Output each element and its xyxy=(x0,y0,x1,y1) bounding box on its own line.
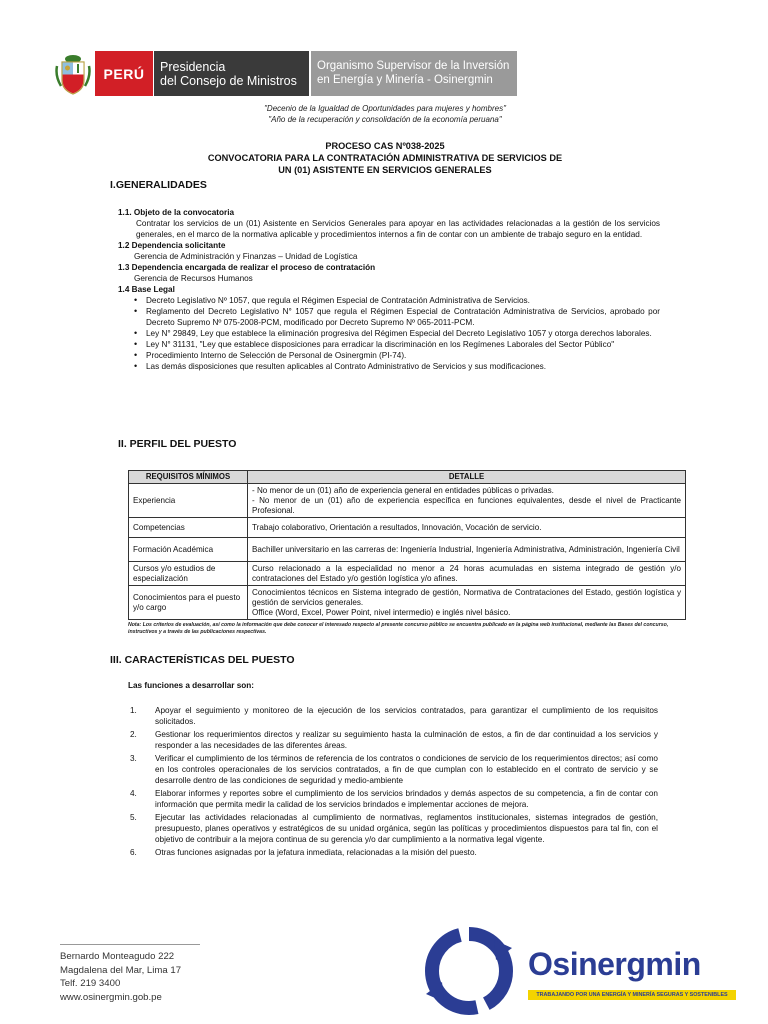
item-number: 5. xyxy=(130,813,137,822)
s14-title: 1.4 Base Legal xyxy=(118,285,175,294)
list-item xyxy=(130,788,658,810)
section3-heading: III. CARACTERÍSTICAS DEL PUESTO xyxy=(110,654,295,666)
item-number: 6. xyxy=(130,848,137,857)
item-text: Verificar el cumplimiento de los términos de referencia de los contratos o condiciones de servicio de los requerimientos directos; así como en los controles operacionales de los servicios contratados, a fin de que cumplan con lo establecido en el contrato de servicio y se desarrolle dentro de las condiciones de seguridad y medio-ambiente xyxy=(155,754,658,785)
base-legal-list xyxy=(134,295,660,372)
footer-line3: Telf. 219 3400 xyxy=(60,978,121,989)
item-number: 3. xyxy=(130,754,137,763)
decenio-line2: "Año de la recuperación y consolidación de la economía peruana" xyxy=(268,115,502,124)
list-item: • Reglamento del Decreto Legislativo N° 1057 que regula el Régimen Especial de Contratación Administrativa de Servicios, aprobado por Decreto Supremo Nº 075-2008-PCM, modificado por Decreto Supremo Nº 065-2011-PCM. xyxy=(134,306,660,328)
s12-text: Gerencia de Administración y Finanzas – Unidad de Logística xyxy=(134,252,358,261)
osinergmin-logo-icon xyxy=(424,926,514,1016)
osi-line1: Organismo Supervisor de la Inversión xyxy=(317,60,510,72)
osinergmin-wordmark: Osinergmin xyxy=(528,946,701,982)
perfil-table xyxy=(128,470,686,620)
section1-body xyxy=(118,207,660,372)
detail-line: Office (Word, Excel, Power Point, nivel intermedio) e inglés nivel básico. xyxy=(252,607,511,617)
detail-cell: Trabajo colaborativo, Orientación a resultados, Innovación, Vocación de servicio. xyxy=(248,518,686,538)
osinergmin-header-label xyxy=(311,51,517,96)
detail-cell xyxy=(248,484,686,518)
footer-address xyxy=(60,950,181,1004)
list-item: • Decreto Legislativo Nº 1057, que regula el Régimen Especial de Contratación Administrativa de Servicios. xyxy=(134,295,660,306)
item-text: Gestionar los requerimientos directos y realizar su seguimiento hasta la culminación de estos, a fin de dar continuidad a los servicios y responder a las necesidades de las diferentes áreas. xyxy=(155,730,658,750)
list-item: • Ley N° 29849, Ley que establece la eliminación progresiva del Régimen Especial del Decreto Legislativo 1057 y otorga derechos laborales. xyxy=(134,328,660,339)
peru-label: PERÚ xyxy=(95,51,153,96)
title-line2: CONVOCATORIA PARA LA CONTRATACIÓN ADMINISTRATIVA DE SERVICIOS DE xyxy=(207,153,563,163)
col-requisitos: REQUISITOS MÍNIMOS xyxy=(129,471,248,484)
footer-divider xyxy=(60,944,200,945)
req-cell: Cursos y/o estudios de especialización xyxy=(129,562,248,586)
footer-website-link[interactable]: www.osinergmin.gob.pe xyxy=(60,991,162,1003)
table-row xyxy=(129,538,686,562)
decenio-line1: "Decenio de la Igualdad de Oportunidades para mujeres y hombres" xyxy=(264,104,506,113)
item-number: 4. xyxy=(130,789,137,798)
pcm-line2: del Consejo de Ministros xyxy=(160,73,297,88)
req-cell: Conocimientos para el puesto y/o cargo xyxy=(129,586,248,620)
list-item: • Las demás disposiciones que resulten aplicables al Contrato Administrativo de Servicios y sus modificaciones. xyxy=(134,361,660,372)
table-header-row xyxy=(129,471,686,484)
req-cell: Formación Académica xyxy=(129,538,248,562)
table-row xyxy=(129,562,686,586)
req-cell: Experiencia xyxy=(129,484,248,518)
document-title xyxy=(130,140,640,176)
section2-heading: II. PERFIL DEL PUESTO xyxy=(118,438,237,450)
req-cell: Competencias xyxy=(129,518,248,538)
list-item xyxy=(130,812,658,845)
list-item xyxy=(130,753,658,786)
col-detalle: DETALLE xyxy=(248,471,686,484)
list-item: • Ley N° 31131, "Ley que establece disposiciones para erradicar la discriminación en los Regímenes Laborales del Sector Público" xyxy=(134,339,660,350)
table-note: Nota: Los criterios de evaluación, así como la información que debe conocer el interesado respecto al presente concurso público se encuentra publicado en la página web institucional, mediante las Bases del concurso, instructivos y a través de las publicaciones respectivas. xyxy=(128,622,669,635)
title-line1: PROCESO CAS Nº038-2025 xyxy=(325,141,445,151)
item-text: Apoyar el seguimiento y monitoreo de la ejecución de los servicios contratados, para garantizar el cumplimiento de los requisitos solicitados. xyxy=(155,706,658,726)
s12-title: 1.2 Dependencia solicitante xyxy=(118,241,226,250)
pcm-line1: Presidencia xyxy=(160,59,226,74)
functions-intro: Las funciones a desarrollar son: xyxy=(128,681,255,690)
detail-line: Conocimientos técnicos en Sistema integrado de gestión, Normativa de Contrataciones del Estado, gestión logística y gestión de servicios generales. xyxy=(252,587,681,607)
footer-line1: Bernardo Monteagudo 222 xyxy=(60,951,175,962)
item-text: Elaborar informes y reportes sobre el cumplimiento de los servicios brindados y demás aspectos de su competencia, a fin de contar con información que permita medir la calidad de los servicios brindados e implementar acciones de mejora. xyxy=(155,789,658,809)
table-row xyxy=(129,586,686,620)
item-text: Otras funciones asignadas por la jefatura inmediata, relacionadas a la misión del puesto. xyxy=(155,848,477,857)
list-item: • Procedimiento Interno de Selección de Personal de Osinergmin (PI-74). xyxy=(134,350,660,361)
osi-line2: en Energía y Minería - Osinergmin xyxy=(317,73,493,86)
item-text: Ejecutar las actividades relacionadas al cumplimiento de normativas, reglamentos institucionales, sistemas integrados de gestión, presupuesto, planes operativos y estratégicos de su unidad orgánica, según las políticas y procedimientos dispuestos para tal fin, con el objetivo de contribuir a la mejora continua de su gerencia y/o dar cumplimiento a la normativa legal vigente. xyxy=(155,813,658,844)
decenio-text xyxy=(150,103,620,125)
detail-cell xyxy=(248,586,686,620)
detail-cell: Curso relacionado a la especialidad no menor a 24 horas acumuladas en sistema integrado de gestión y/o contrataciones del Estado y/o gestión logística y/o afines. xyxy=(248,562,686,586)
section1-heading: I.GENERALIDADES xyxy=(110,179,207,191)
s11-title: 1.1. Objeto de la convocatoria xyxy=(118,208,235,217)
pcm-label xyxy=(154,51,309,96)
peru-coat-of-arms-icon xyxy=(55,52,91,96)
title-line3: UN (01) ASISTENTE EN SERVICIOS GENERALES xyxy=(278,165,492,175)
detail-cell: Bachiller universitario en las carreras de: Ingeniería Industrial, Ingeniería Administrativa, Administración, Ingeniería Civil xyxy=(248,538,686,562)
s13-title: 1.3 Dependencia encargada de realizar el proceso de contratación xyxy=(118,263,376,272)
functions-list xyxy=(130,705,658,858)
list-item xyxy=(130,729,658,751)
s13-text: Gerencia de Recursos Humanos xyxy=(134,274,253,283)
table-row xyxy=(129,518,686,538)
detail-line: - No menor de un (01) año de experiencia general en entidades públicas o privadas. xyxy=(252,485,554,495)
table-row xyxy=(129,484,686,518)
list-item xyxy=(130,847,658,858)
s11-text: Contratar los servicios de un (01) Asistente en Servicios Generales para apoyar en las actividades relacionadas a la gestión de los servicios generales, en el marco de la normativa aplicable y procedimientos internos a fin de contar con un ambiente de trabajo seguro en la entidad. xyxy=(136,219,660,239)
item-number: 2. xyxy=(130,730,137,739)
osinergmin-tagline: TRABAJANDO POR UNA ENERGÍA Y MINERÍA SEGURAS Y SOSTENIBLES xyxy=(528,990,736,1000)
footer-line2: Magdalena del Mar, Lima 17 xyxy=(60,964,182,976)
list-item xyxy=(130,705,658,727)
detail-line: - No menor de un (01) año de experiencia específica en funciones equivalentes, desde el nivel de Practicante Profesional. xyxy=(252,495,681,515)
item-number: 1. xyxy=(130,706,137,715)
